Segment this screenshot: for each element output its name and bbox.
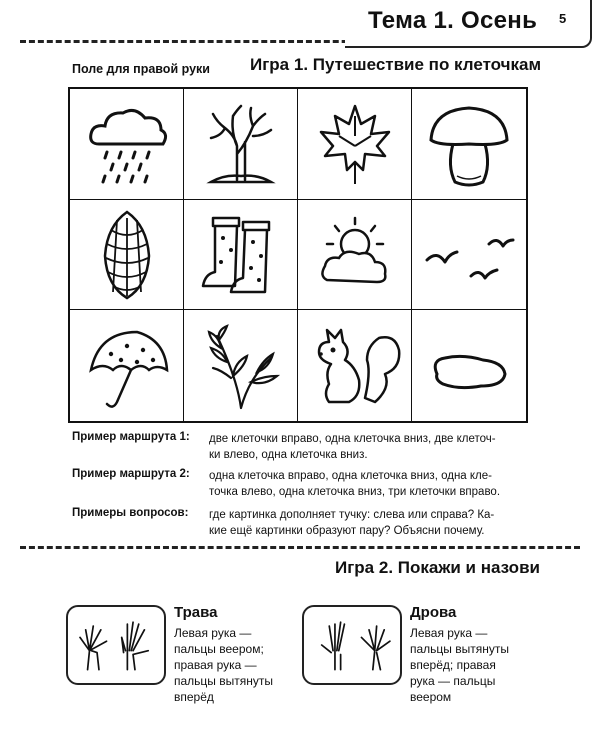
card-1-title: Трава <box>174 604 218 621</box>
hands-illustration-firewood <box>302 605 402 685</box>
cloud-rain-icon <box>77 96 177 192</box>
hands-illustration-grass <box>66 605 166 685</box>
card-1-line: Левая рука — <box>174 626 252 640</box>
grid-cell[interactable] <box>412 89 526 200</box>
route-2-text <box>209 468 529 500</box>
route-1-line: ки влево, одна клеточка вниз. <box>209 449 368 461</box>
flying-birds-icon <box>419 206 519 302</box>
card-2-line: пальцы вытянуты <box>410 642 509 656</box>
route-1-line: две клеточки вправо, одна клеточка вниз, две клеточ- <box>209 433 496 445</box>
card-2-line: вперёд; правая <box>410 658 496 672</box>
grid-cell[interactable] <box>184 310 298 421</box>
squirrel-icon <box>305 318 405 414</box>
picture-grid <box>68 87 528 423</box>
card-2-line: рука — пальцы <box>410 674 496 688</box>
grid-cell[interactable] <box>298 200 412 311</box>
umbrella-icon <box>77 318 177 414</box>
field-label: Поле для правой руки <box>72 62 210 76</box>
questions-text <box>209 507 529 539</box>
card-1-line: правая рука — <box>174 658 257 672</box>
route-2-line: одна клеточка вправо, одна клеточка вниз, одна кле- <box>209 470 492 482</box>
route-1-text <box>209 431 529 463</box>
puddle-icon <box>419 318 519 414</box>
card-2-line: веером <box>410 690 452 704</box>
route-1-label: Пример маршрута 1: <box>72 431 190 443</box>
hands-icon <box>306 609 398 681</box>
grid-cell[interactable] <box>298 310 412 421</box>
page-title: Тема 1. Осень <box>368 7 538 34</box>
route-2-label: Пример маршрута 2: <box>72 468 190 480</box>
section-divider <box>20 546 580 549</box>
grid-cell[interactable] <box>298 89 412 200</box>
mushroom-icon <box>419 96 519 192</box>
bare-tree-icon <box>191 96 291 192</box>
grid-cell[interactable] <box>184 89 298 200</box>
grid-cell[interactable] <box>412 310 526 421</box>
questions-line: кие ещё картинки образуют пару? Объясни почему. <box>209 525 485 537</box>
sun-behind-cloud-icon <box>305 206 405 302</box>
pine-cone-icon <box>77 206 177 302</box>
game2-title: Игра 2. Покажи и назови <box>335 558 540 577</box>
questions-line: где картинка дополняет тучку: слева или справа? Ка- <box>209 509 495 521</box>
grid-cell[interactable] <box>184 200 298 311</box>
card-2-line: Левая рука — <box>410 626 488 640</box>
hands-icon <box>70 609 162 681</box>
page-number: 5 <box>559 11 567 26</box>
grid-cell[interactable] <box>70 310 184 421</box>
twigs-icon <box>191 318 291 414</box>
card-2-text <box>410 625 525 705</box>
card-1-line: вперёд <box>174 690 214 704</box>
game1-title: Игра 1. Путешествие по клеточкам <box>250 55 542 74</box>
grid-cell[interactable] <box>70 89 184 200</box>
maple-leaf-icon <box>305 96 405 192</box>
card-2-title: Дрова <box>410 604 457 621</box>
card-1-text <box>174 625 289 705</box>
rubber-boots-icon <box>191 206 291 302</box>
questions-label: Примеры вопросов: <box>72 507 189 519</box>
card-1-line: пальцы вытянуты <box>174 674 273 688</box>
card-1-line: пальцы веером; <box>174 642 264 656</box>
grid-cell[interactable] <box>70 200 184 311</box>
grid-cell[interactable] <box>412 200 526 311</box>
route-2-line: точка влево, одна клеточка вниз, три клеточки вправо. <box>209 486 501 498</box>
